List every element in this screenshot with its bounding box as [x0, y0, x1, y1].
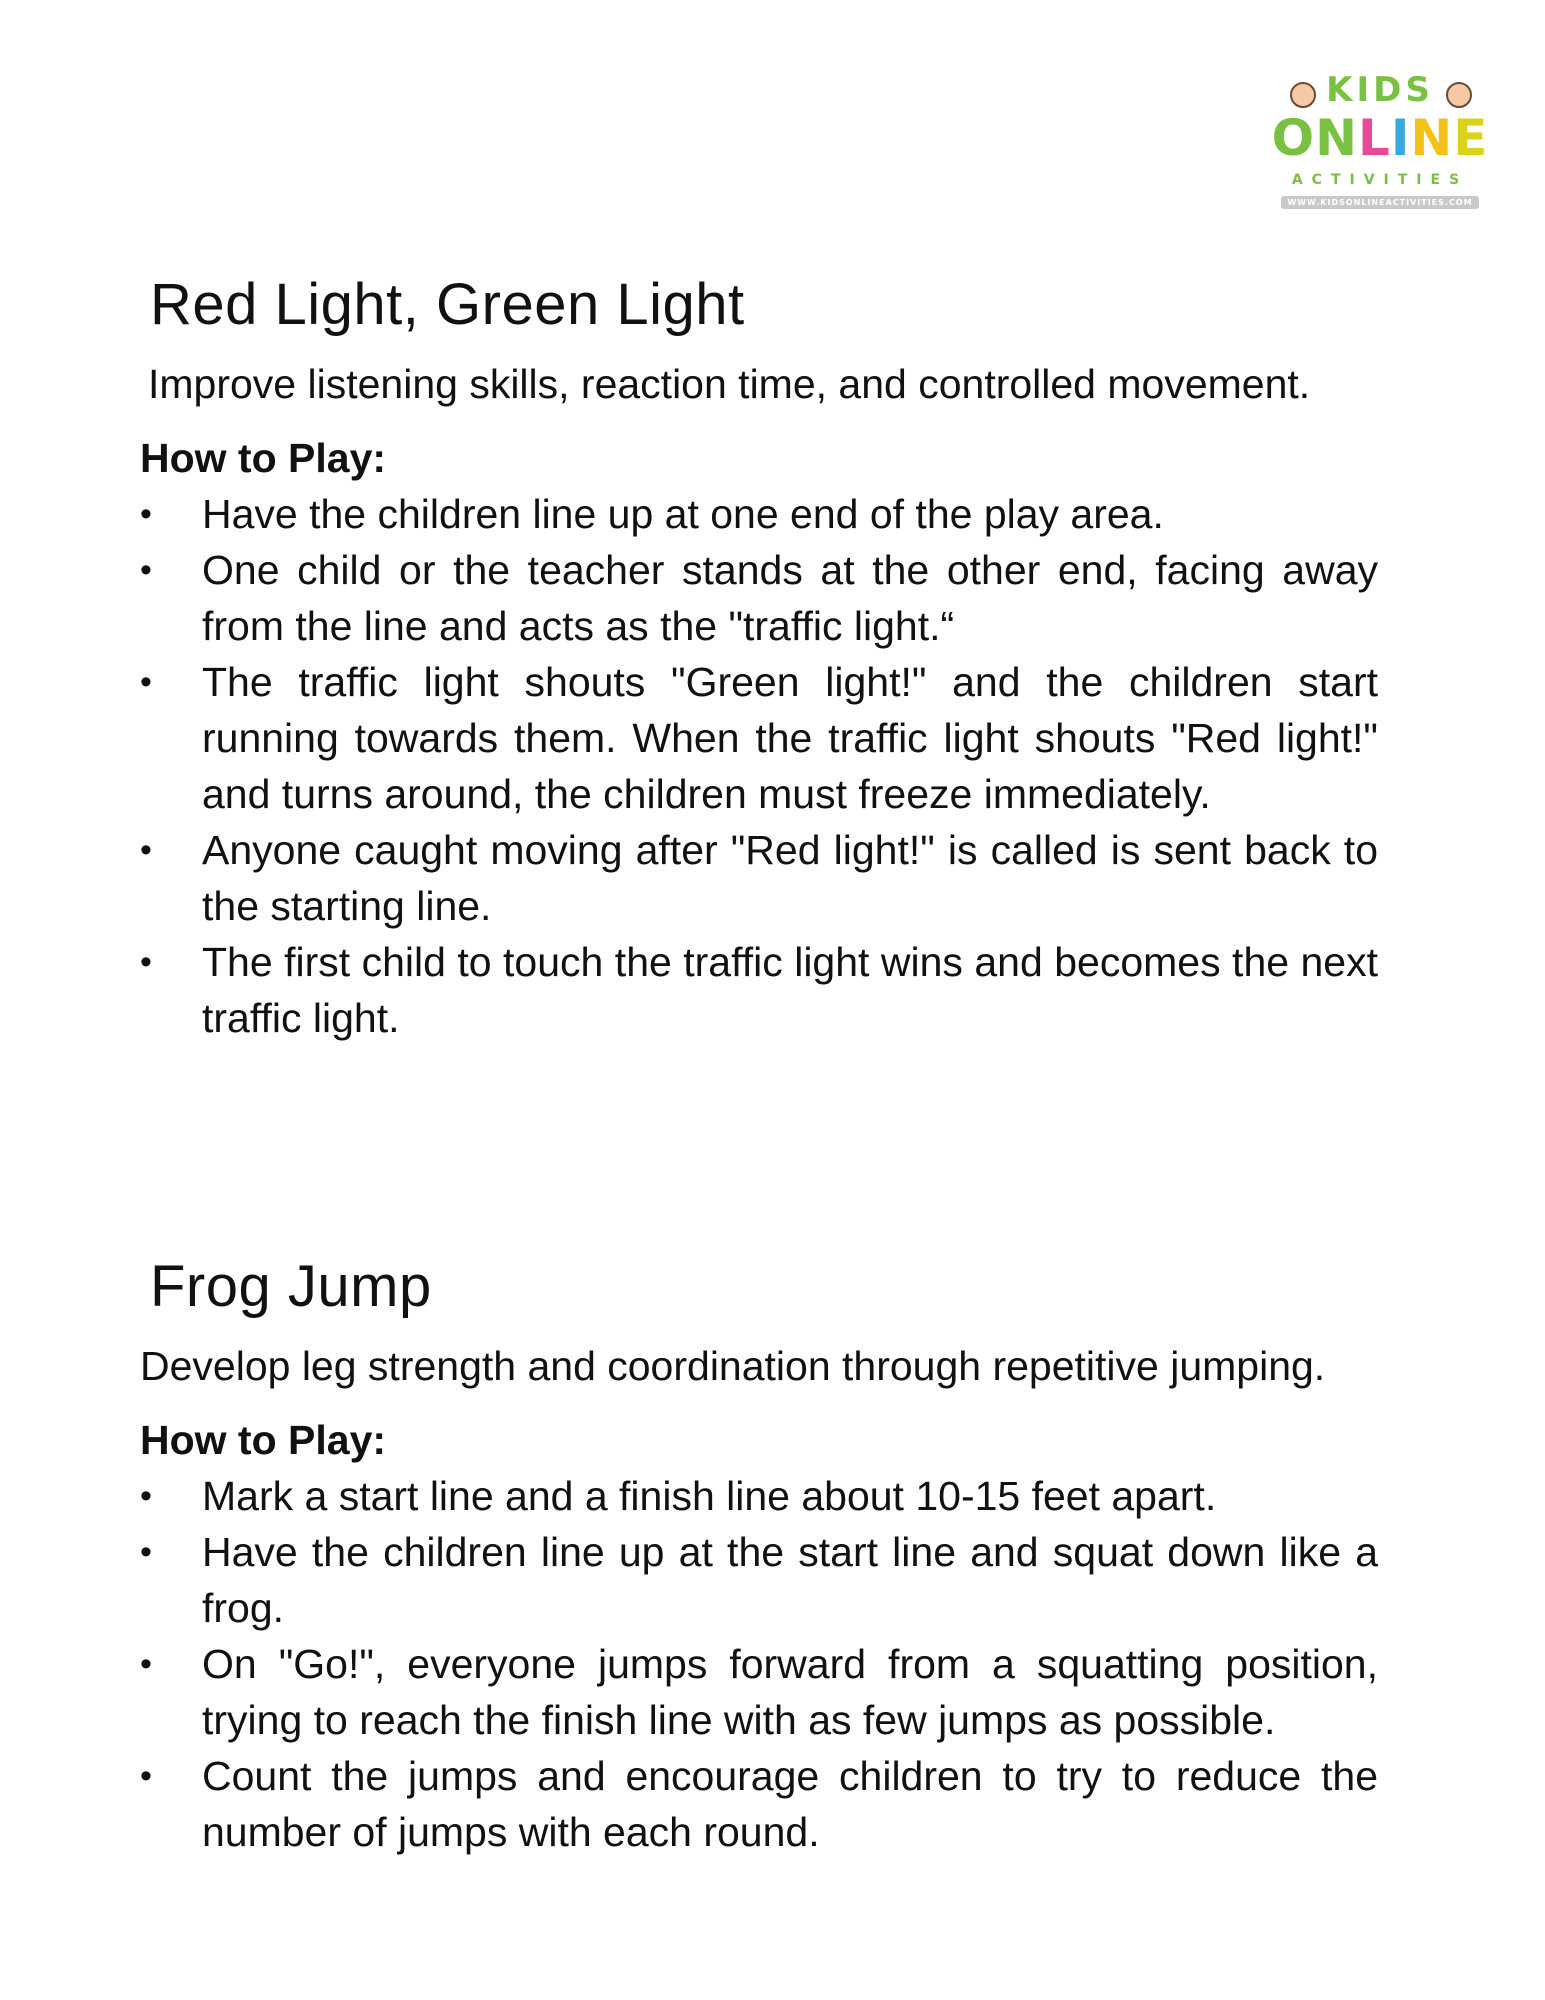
kids-online-activities-logo	[1270, 70, 1490, 230]
steps-list	[140, 1468, 1378, 1860]
list-item: • Have the children line up at one end of the play area.	[140, 486, 1378, 542]
logo-online-text	[1270, 110, 1490, 166]
list-item: • On "Go!", everyone jumps forward from a squatting position, trying to reach the finish line with as few jumps as possible.	[140, 1636, 1378, 1748]
activity-title: Frog Jump	[150, 1254, 432, 1319]
list-item: • One child or the teacher stands at the other end, facing away from the line and acts as the "traffic light.“	[140, 542, 1378, 654]
activity-intro: Develop leg strength and coordination through repetitive jumping.	[140, 1343, 1326, 1389]
activity-intro: Improve listening skills, reaction time, and controlled movement.	[148, 361, 1311, 407]
girl-face-icon	[1446, 82, 1472, 108]
logo-letter: N	[1410, 109, 1454, 167]
how-to-play-heading: How to Play:	[140, 1417, 387, 1463]
boy-face-icon	[1290, 82, 1316, 108]
logo-letter: N	[1315, 109, 1358, 167]
logo-activities-text: ACTIVITIES	[1291, 172, 1469, 188]
activity-title: Red Light, Green Light	[150, 272, 745, 337]
logo-letter: L	[1357, 109, 1391, 167]
list-item: • Count the jumps and encourage children to try to reduce the number of jumps with each round.	[140, 1748, 1378, 1860]
activity-section-red-light-green-light	[140, 270, 1378, 1046]
steps-list	[140, 486, 1378, 1046]
activity-section-frog-jump	[140, 1252, 1378, 1860]
logo-url: WWW.KIDSONLINEACTIVITIES.COM	[1281, 196, 1478, 209]
logo-letter: O	[1271, 109, 1316, 167]
list-item: • The first child to touch the traffic light wins and becomes the next traffic light.	[140, 934, 1378, 1046]
how-to-play-heading: How to Play:	[140, 435, 387, 481]
logo-letter: E	[1453, 109, 1489, 167]
logo-letter: I	[1390, 109, 1411, 167]
list-item: • Mark a start line and a finish line about 10-15 feet apart.	[140, 1468, 1378, 1524]
list-item: • Have the children line up at the start line and squat down like a frog.	[140, 1524, 1378, 1636]
logo-kids-text: KIDS	[1326, 70, 1434, 110]
list-item: • Anyone caught moving after "Red light!" is called is sent back to the starting line.	[140, 822, 1378, 934]
list-item: • The traffic light shouts "Green light!" and the children start running towards them. When the traffic light shouts "Red light!" and turns around, the children must freeze immediately.	[140, 654, 1378, 822]
